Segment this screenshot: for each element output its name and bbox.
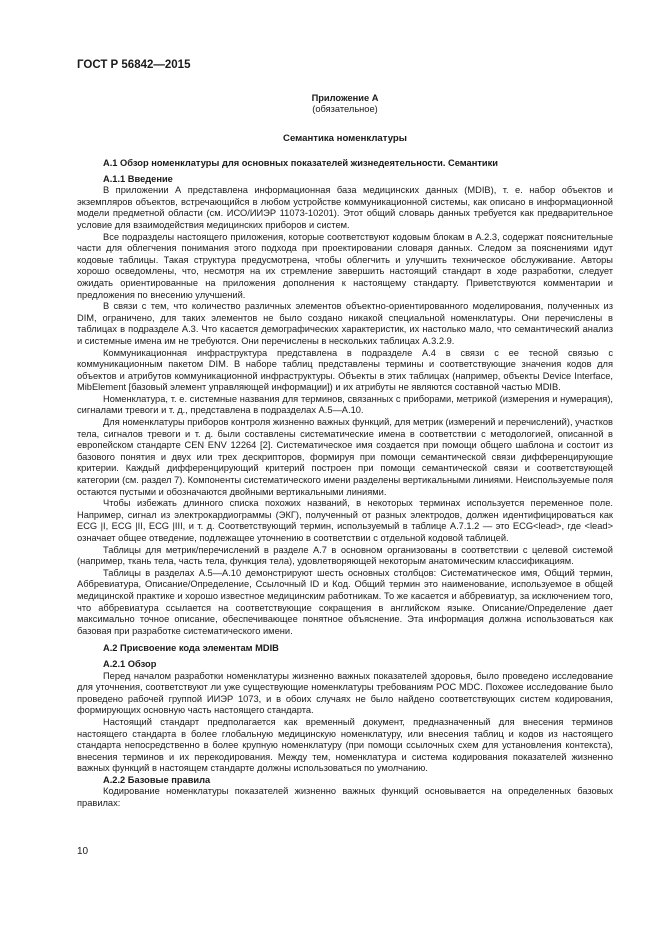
annex-subtitle: (обязательное): [312, 104, 378, 114]
paragraph: В связи с тем, что количество различных элементов объектно-ориентированного моделирования, полученных из DIM, ограничено, для таких элементов не было создано никакой специальной номенклатуры. Они перечислены в таблицах в подразделе А.3. Что касается демографических характеристик, их настолько мало, что семантический анализ и системные имена им не требуются. Они перечислены в нескольких таблицах A.3.2.9.: [77, 301, 613, 346]
subsection-a2-2-heading: A.2.2 Базовые правила: [103, 774, 211, 785]
paragraph: Чтобы избежать длинного списка похожих названий, в некоторых терминах используется переменное поле. Например, сигнал из электрокардиограммы (ЭКГ), полученный от разных электродов, должен идентифицироваться как ECG |I, ECG |II, ECG |III, и т. д. Соответствующий термин, используемый в таблице A.7.1.2 — это ECG<lead>, где <lead> означает общее отведение, подлежащее уточнению в соответствии с отдельной кодовой таблицей.: [77, 498, 613, 543]
paragraph: Настоящий стандарт предполагается как временный документ, предназначенный для внесения терминов настоящего стандарта в более глобальную медицинскую номенклатуру, или внесения таблиц и кодов из настоящего стандарта непосредственно в более крупную номенклатуру (при помощи ссылочных схем для установления контекста), внесения терминов и их перекодирования. Между тем, номенклатура и система кодирования показателей жизненно важных функций в настоящем стандарте должны использоваться по умолчанию.: [77, 716, 613, 774]
document-body: [77, 158, 613, 810]
subsection-a1-1-heading: A.1.1 Введение: [103, 173, 173, 184]
paragraph: Для номенклатуры приборов контроля жизненно важных функций, для метрик (измерений и перечислений), участков тела, сигналов тревоги и т. д. были составлены систематические имена в соответствии с методологией, описанной в европейском стандарте CEN ENV 12264 [2]. Систематическое имя создается при помощи общего шаблона и состоит из базового понятия и двух или трех дескрипторов, формируя при помощи семантической связи дифференцирующие критерии. Каждый дифференцирующий критерий построен при помощи семантической связи и соответствующей категории (см. раздел 7). Компоненты систематического имени разделены вертикальными линиями. Неиспользуемые поля остаются пустыми и обозначаются двойными вертикальными линиями.: [77, 417, 613, 497]
paragraph: В приложении А представлена информационная база медицинских данных (MDIB), т. е. набор объектов и экземпляров объектов, встречающийся в любом устройстве коммуникационной системы, как описано в информационной модели предметной области (см. ИСО/ИИЭР 11073-10201). Этот общий словарь данных требуется как предварительное условие для взаимодействия медицинских приборов и систем.: [77, 185, 613, 230]
section-a2-heading: A.2 Присвоение кода элементам MDIB: [103, 643, 279, 654]
annex-title: Приложение А: [311, 93, 379, 103]
paragraph: Перед началом разработки номенклатуры жизненно важных показателей здоровья, было проведено исследование для уточнения, соответствуют ли уже существующие номенклатуры требованиям POC MDC. Похожее исследование было проведено рабочей группой ИИЭР 1073, и в обоих случаях не было найдено соответствующих систем кодирования, формирующих основную часть настоящего стандарта.: [77, 670, 613, 716]
paragraph: Все подразделы настоящего приложения, которые соответствуют кодовым блокам в A.2.3, содержат пояснительные части для облегчения понимания этого подхода при проектировании словаря данных. Следом за пояснениями идут кодовые таблицы. Такая структура предусмотрена, чтобы облегчить и улучшить техническое обслуживание. Авторы хорошо осведомлены, что, несмотря на их стремление завершить настоящий стандарт в ходе разработки, следует ожидать ориентированные на приложения дополнения к настоящему стандарту. Приветствуются комментарии и предложения по внесению улучшений.: [77, 231, 613, 300]
page-number: 10: [77, 846, 89, 857]
subsection-a2-1-heading: A.2.1 Обзор: [103, 658, 157, 669]
paragraph: Кодирование номенклатуры показателей жизненно важных функций основывается на определенных базовых правилах:: [77, 786, 613, 809]
paragraph: Таблицы для метрик/перечислений в разделе A.7 в основном организованы в соответствии с целевой системой (например, ткань тела, часть тела, функция тела), удовлетворяющей некоторым анатомическим классификациям.: [77, 544, 613, 567]
paragraph: Номенклатура, т. е. системные названия для терминов, связанных с приборами, метрикой (измерения и нумерация), сигналами тревоги и т. д., представлена в подразделах А.5—А.10.: [77, 393, 613, 416]
standard-header: ГОСТ Р 56842—2015: [77, 59, 191, 71]
section-a1-heading: A.1 Обзор номенклатуры для основных показателей жизнедеятельности. Семантики: [103, 158, 498, 168]
section-title: Семантика номенклатуры: [283, 133, 407, 144]
paragraph: Таблицы в разделах A.5—A.10 демонстрируют шесть основных столбцов: Систематическое имя, Общий термин, Аббревиатура, Описание/Определение, Ссылочный ID и Код. Общий термин это наименование, используемое в общей медицинской практике и хорошо известное медицинским работникам. То же касается и аббревиатур, за исключением того, что аббревиатура ссылается на соответствующие сокращения в английском языке. Описание/Определение дает максимально точное описание, обеспечивающее понятное объяснение. Эта информация должна использоваться как базовая при разработке систематического имени.: [77, 567, 613, 636]
paragraph: Коммуникационная инфраструктура представлена в подразделе А.4 в связи с ее тесной связью с коммуникационным пакетом DIM. В наборе таблиц представлены термины и соответствующие значения кодов для объектов и атрибутов коммуникационной инфраструктуры. Объекты в этих таблицах (например, объекты Device Interface, MibElement [базовый элемент управляющей информации]) и их атрибуты не являются составной частью MDIB.: [77, 347, 613, 393]
